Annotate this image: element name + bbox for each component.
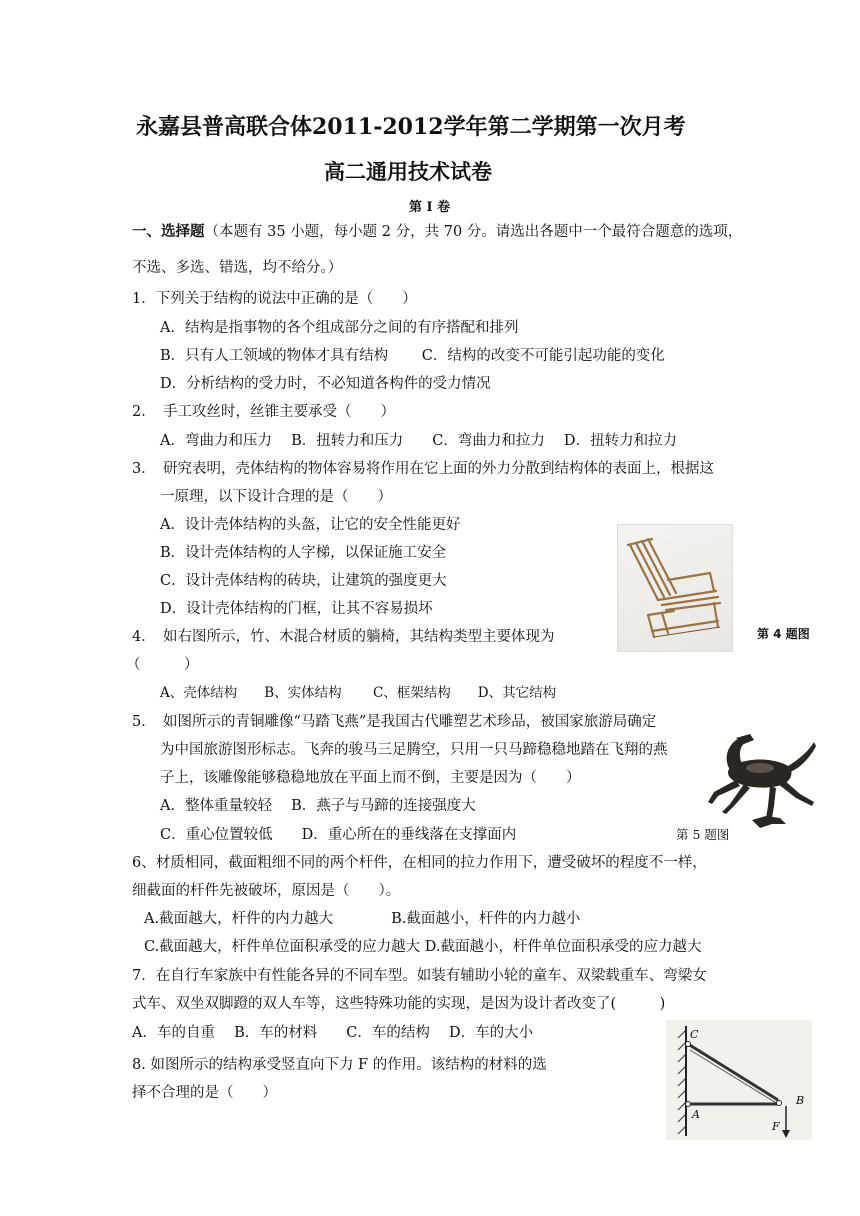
bracket-structure-drawing: [666, 1020, 812, 1140]
point-b-label: B: [796, 1094, 805, 1107]
lounge-chair-image: [617, 524, 733, 652]
section1-instruction-b: 不选、多选、错选，均不给分。）: [132, 260, 343, 276]
q7-stem-b: 式车、双坐双脚蹬的双人车等，这些特殊功能的实现，是因为设计者改变了( ): [132, 996, 666, 1012]
q4-options: A、壳体结构 B、实体结构 C、框架结构 D、其它结构: [160, 685, 557, 701]
section1-instruction-a: （本题有 35 小题，每小题 2 分，共 70 分。请选出各题中一个最符合题意的选项，: [204, 224, 743, 240]
lounge-chair-drawing: [618, 525, 732, 651]
section1-heading-line: [132, 222, 742, 242]
q3-option-d: D．设计壳体结构的门框，让其不容易损坏: [160, 601, 433, 617]
q5-option-cd: C．重心位置较低 D．重心所在的垂线落在支撑面内: [160, 827, 517, 843]
q7-options: A．车的自重 B．车的材料 C．车的结构 D．车的大小: [132, 1025, 534, 1041]
exam-title-line2: 高二通用技术试卷: [324, 159, 492, 184]
q6-option-cd: C.截面越大，杆件单位面积承受的应力越大 D.截面越小，杆件单位面积承受的应力越大: [144, 939, 702, 955]
q5-stem-a: 5． 如图所示的青铜雕像“马踏飞燕”是我国古代雕塑艺术珍品，被国家旅游局确定: [132, 714, 657, 730]
point-c-label: C: [690, 1028, 699, 1041]
q2-options: A．弯曲力和压力 B．扭转力和压力 C．弯曲力和拉力 D．扭转力和拉力: [160, 433, 678, 449]
q4-figure-caption: 第 4 题图: [757, 627, 810, 641]
q4-stem: 4． 如右图所示，竹、木混合材质的躺椅，其结构类型主要体现为: [132, 629, 555, 645]
q3-stem-a: 3． 研究表明，壳体结构的物体容易将作用在它上面的外力分散到结构体的表面上，根据这: [132, 461, 714, 477]
q1-option-d: D．分析结构的受力时，不必知道各构件的受力情况: [160, 376, 491, 392]
q1-option-a: A．结构是指事物的各个组成部分之间的有序搭配和排列: [160, 320, 519, 336]
bronze-horse-drawing: [700, 728, 824, 832]
q2-stem: 2． 手工攻丝时，丝锥主要承受（ ）: [132, 404, 395, 420]
q7-stem-a: 7．在自行车家族中有性能各异的不同车型。如装有辅助小轮的童车、双梁载重车、弯梁女: [132, 968, 707, 984]
q3-stem-b: 一原理，以下设计合理的是（ ）: [160, 489, 392, 505]
q3-option-a: A．设计壳体结构的头盔，让它的安全性能更好: [160, 517, 461, 533]
bronze-horse-image: [700, 728, 824, 832]
q6-stem-a: 6、材质相同，截面粗细不同的两个杆件，在相同的拉力作用下，遭受破坏的程度不一样，: [132, 855, 707, 871]
q5-stem-b: 为中国旅游图形标志。飞奔的骏马三足腾空，只用一只马蹄稳稳地踏在飞翔的燕: [160, 742, 668, 758]
exam-title-line1: 永嘉县普高联合体2011-2012学年第二学期第一次月考: [136, 114, 686, 140]
section1-heading: 一、选择题: [132, 223, 205, 240]
q1-stem: 1．下列关于结构的说法中正确的是（ ）: [132, 291, 417, 307]
force-f-label: F: [772, 1120, 780, 1133]
point-a-label: A: [692, 1108, 700, 1121]
q6-option-ab: A.截面越大，杆件的内力越大 B.截面越小，杆件的内力越小: [144, 911, 581, 927]
q1-option-bc: B．只有人工领域的物体才具有结构 C．结构的改变不可能引起功能的变化: [160, 348, 665, 364]
volume-label: 第 Ⅰ 卷: [409, 200, 451, 215]
q8-stem-a: 8. 如图所示的结构承受竖直向下力 F 的作用。该结构的材料的选: [132, 1057, 547, 1073]
q5-option-ab: A．整体重量较轻 B．燕子与马蹄的连接强度大: [160, 798, 476, 814]
q3-option-b: B．设计壳体结构的人字梯，以保证施工安全: [160, 545, 447, 561]
q4-paren: （ ）: [126, 657, 199, 673]
bracket-structure-figure: [666, 1020, 812, 1140]
q5-figure-caption: 第 5 题图: [676, 827, 730, 842]
q6-stem-b: 细截面的杆件先被破坏，原因是（ ）。: [132, 883, 401, 899]
q3-option-c: C．设计壳体结构的砖块，让建筑的强度更大: [160, 573, 447, 589]
q8-stem-b: 择不合理的是（ ）: [132, 1085, 277, 1101]
q5-stem-c: 子上，该雕像能够稳稳地放在平面上而不倒，主要是因为（ ）: [160, 770, 581, 786]
